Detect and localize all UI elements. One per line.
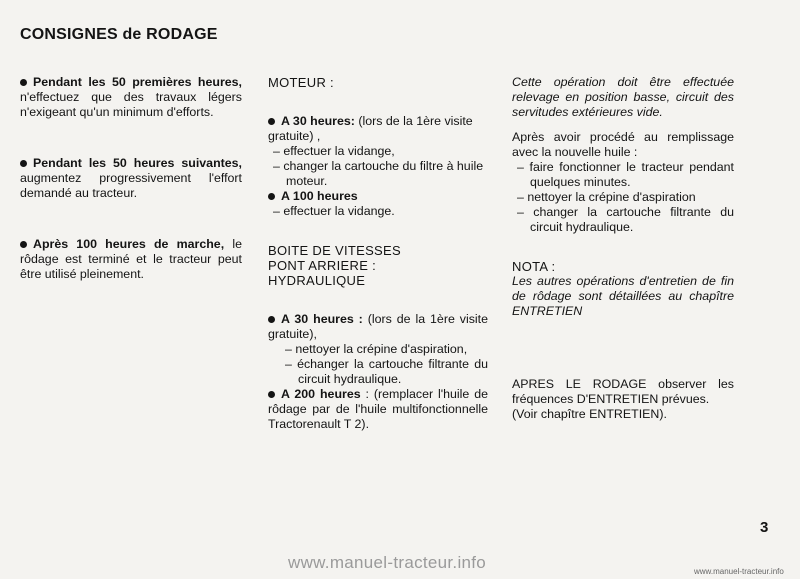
bold-lead: A 200 heures: [281, 387, 361, 401]
paragraph-text: : (remplacer l'huile de rôdage par de l'huile multifonctionnelle Tractorenault T 2).: [268, 387, 489, 431]
bullet-icon: [20, 79, 27, 86]
bold-lead: Pendant les 50 heures suivantes,: [33, 156, 242, 170]
paragraph-text: (lors de la 1ère visite gratuite) ,: [268, 114, 473, 143]
page-number: 3: [760, 519, 769, 536]
list-item: – changer la cartouche du filtre à huile moteur.: [273, 159, 484, 188]
list-item: – échanger la cartouche filtrante du circuit hydraulique.: [285, 357, 488, 386]
column-right: [512, 75, 734, 422]
list-item: – effectuer la vidange.: [273, 204, 395, 218]
paragraph-text: augmentez progressivement l'effort demandé au tracteur.: [20, 171, 242, 200]
italic-note: Cette opération doit être effectuée relevage en position basse, circuit des servitudes extérieures vide.: [512, 75, 734, 119]
paragraph-apres-rodage: APRES LE RODAGE observer les fréquences D'ENTRETIEN prévues.: [512, 377, 734, 406]
footer-watermark: www.manuel-tracteur.info: [288, 553, 487, 572]
hydraulique-200h: [268, 387, 488, 432]
bullet-icon: [20, 160, 27, 167]
list-item: – nettoyer la crépine d'aspiration: [517, 190, 696, 204]
paragraph-voir: (Voir chapître ENTRETIEN).: [512, 407, 667, 421]
paragraph-text: le rôdage est terminé et le tracteur peut être utilisé pleinement.: [20, 237, 242, 281]
bullet-icon: [268, 391, 275, 398]
bold-lead: A 30 heures :: [281, 312, 363, 326]
paragraph-intro: Après avoir procédé au remplissage avec la nouvelle huile :: [512, 130, 734, 159]
bullet-icon: [20, 241, 27, 248]
list-item: – nettoyer la crépine d'aspiration,: [285, 342, 468, 356]
heading-moteur: MOTEUR :: [268, 75, 334, 90]
page-title: CONSIGNES de RODAGE: [20, 26, 218, 43]
paragraph-next-hours: [20, 156, 242, 201]
heading-boite: BOITE DE VITESSES: [268, 243, 401, 258]
column-left: [20, 75, 242, 282]
bold-lead: A 30 heures:: [281, 114, 355, 128]
bullet-icon: [268, 118, 275, 125]
nota-text: Les autres opérations d'entretien de fin de rôdage sont détaillées au chapître ENTRETIEN: [512, 274, 734, 318]
bold-lead: A 100 heures: [281, 189, 358, 203]
bullet-icon: [268, 193, 275, 200]
moteur-30h: [268, 114, 488, 144]
bullet-icon: [268, 316, 275, 323]
bold-lead: Pendant les 50 premières heures,: [33, 75, 242, 89]
paragraph-text: n'effectuez que des travaux légers n'exigeant qu'un minimum d'efforts.: [20, 90, 242, 119]
heading-nota: NOTA :: [512, 259, 556, 274]
hydraulique-30h: [268, 312, 488, 342]
paragraph-first-hours: [20, 75, 242, 120]
column-middle: [268, 75, 488, 432]
bold-lead: Après 100 heures de marche,: [33, 237, 225, 251]
list-item: – changer la cartouche filtrante du circuit hydraulique.: [517, 205, 734, 234]
paragraph-after-100: [20, 237, 242, 282]
footer-url: www.manuel-tracteur.info: [694, 567, 784, 576]
list-item: – effectuer la vidange,: [273, 144, 395, 158]
list-item: – faire fonctionner le tracteur pendant quelques minutes.: [517, 160, 734, 189]
moteur-100h: [268, 189, 488, 204]
heading-pont: PONT ARRIERE :: [268, 258, 376, 273]
heading-hydraulique: HYDRAULIQUE: [268, 273, 366, 288]
paragraph-text: (lors de la 1ère visite gratuite),: [268, 312, 488, 341]
